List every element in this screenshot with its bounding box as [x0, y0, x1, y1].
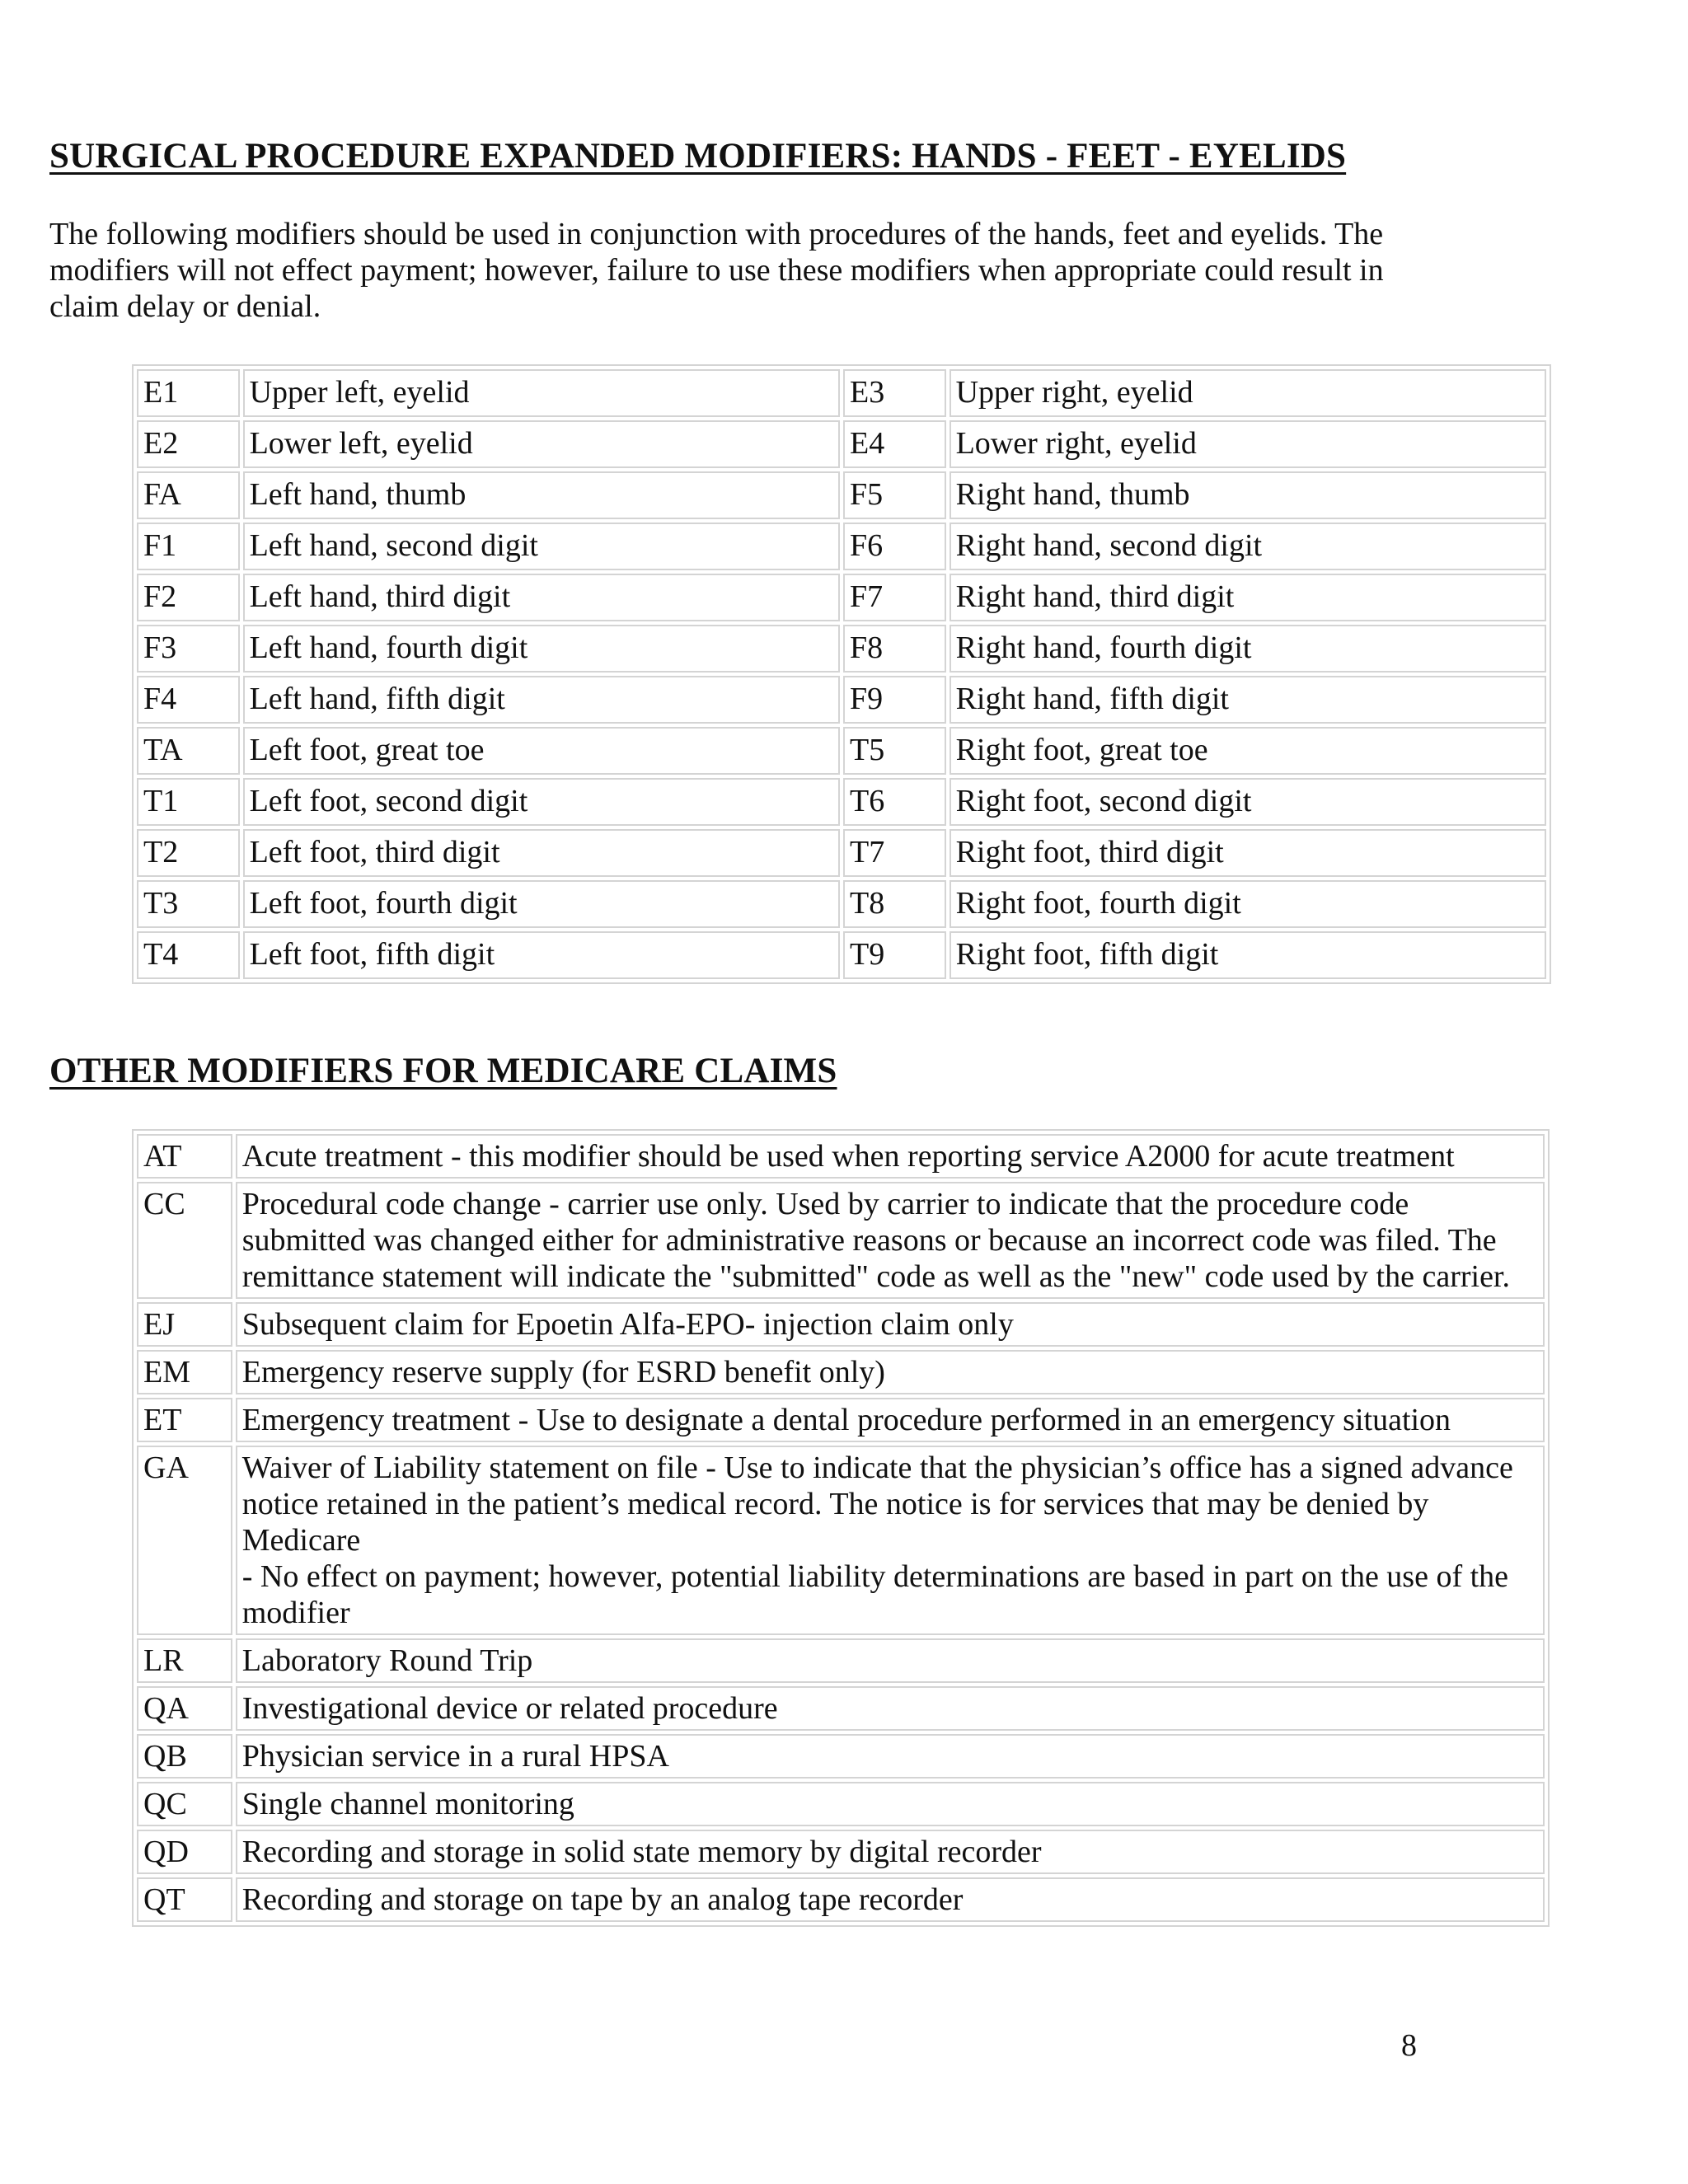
description-line: Emergency treatment - Use to designate a dental procedure performed in an emergency situation	[241, 1403, 1451, 1437]
hands-feet-eyelids-table	[132, 364, 1551, 984]
section-title-other-modifiers: OTHER MODIFIERS FOR MEDICARE CLAIMS	[49, 1052, 837, 1090]
description-line: Emergency reserve supply (for ESRD benefit only)	[241, 1355, 885, 1390]
table-row	[137, 1830, 1545, 1874]
modifier-code-cell: E1	[137, 369, 240, 417]
modifier-description-cell: Left hand, fourth digit	[243, 625, 840, 673]
modifier-description-cell	[236, 1877, 1545, 1922]
modifier-description-cell: Left hand, second digit	[243, 523, 840, 570]
modifier-description-cell: Left foot, fourth digit	[243, 880, 840, 928]
modifier-code-cell: QA	[137, 1686, 232, 1731]
modifier-code-cell: E4	[843, 420, 946, 468]
table-row	[137, 1302, 1545, 1347]
description-line: - No effect on payment; however, potential liability determinations are based in part on the use of the modifier	[241, 1559, 1509, 1630]
modifier-code-cell: T2	[137, 829, 240, 877]
modifier-code-cell: F8	[843, 625, 946, 673]
modifier-description-cell: Left foot, second digit	[243, 778, 840, 826]
modifier-description-cell: Upper left, eyelid	[243, 369, 840, 417]
table-row	[137, 778, 1546, 826]
table-row	[137, 931, 1546, 979]
modifier-code-cell: F5	[843, 471, 946, 519]
description-line: Laboratory Round Trip	[241, 1643, 533, 1678]
modifier-code-cell: T5	[843, 727, 946, 775]
modifier-code-cell: EJ	[137, 1302, 232, 1347]
modifier-description-cell	[236, 1782, 1545, 1826]
intro-paragraph: The following modifiers should be used in conjunction with procedures of the hands, feet and eyelids. The modifiers will not effect payment; however, failure to use these modifiers when appropriate could result in claim delay or denial.	[49, 217, 1384, 324]
modifier-code-cell: T1	[137, 778, 240, 826]
section-title-surgical-modifiers: SURGICAL PROCEDURE EXPANDED MODIFIERS: HANDS - FEET - EYELIDS	[49, 137, 1347, 176]
modifier-code-cell: E3	[843, 369, 946, 417]
modifier-description-cell	[236, 1638, 1545, 1683]
modifier-description-cell	[236, 1734, 1545, 1779]
description-line: Subsequent claim for Epoetin Alfa-EPO- injection claim only	[241, 1307, 1014, 1342]
modifier-description-cell: Lower left, eyelid	[243, 420, 840, 468]
modifier-description-cell: Right foot, great toe	[950, 727, 1546, 775]
modifier-code-cell: T9	[843, 931, 946, 979]
description-line: Waiver of Liability statement on file - Use to indicate that the physician’s office has a signed advance notice retained in the patient’s medical record. The notice is for services that may be denied by Medicare	[241, 1451, 1513, 1558]
modifier-code-cell: F4	[137, 676, 240, 724]
modifier-description-cell	[236, 1446, 1545, 1635]
modifier-description-cell: Left hand, thumb	[243, 471, 840, 519]
modifier-description-cell: Left foot, great toe	[243, 727, 840, 775]
modifier-description-cell: Right hand, thumb	[950, 471, 1546, 519]
modifier-code-cell: TA	[137, 727, 240, 775]
description-line: Recording and storage on tape by an analog tape recorder	[241, 1882, 964, 1917]
modifier-code-cell: F9	[843, 676, 946, 724]
modifier-description-cell	[236, 1182, 1545, 1299]
table-row	[137, 523, 1546, 570]
page-number: 8	[1401, 2028, 1417, 2063]
table-row	[137, 1877, 1545, 1922]
modifier-code-cell: LR	[137, 1638, 232, 1683]
modifier-description-cell: Left foot, third digit	[243, 829, 840, 877]
modifier-description-cell	[236, 1134, 1545, 1179]
table-row	[137, 1734, 1545, 1779]
modifier-description-cell: Right foot, third digit	[950, 829, 1546, 877]
modifier-code-cell: EM	[137, 1350, 232, 1394]
modifier-code-cell: T8	[843, 880, 946, 928]
modifier-code-cell: QT	[137, 1877, 232, 1922]
table-row	[137, 1638, 1545, 1683]
description-line: Single channel monitoring	[241, 1787, 574, 1821]
modifier-description-cell: Left foot, fifth digit	[243, 931, 840, 979]
table-row	[137, 1350, 1545, 1394]
modifier-description-cell: Left hand, third digit	[243, 574, 840, 621]
modifier-code-cell: FA	[137, 471, 240, 519]
modifier-code-cell: F6	[843, 523, 946, 570]
table-row	[137, 574, 1546, 621]
modifier-description-cell: Right hand, second digit	[950, 523, 1546, 570]
modifier-description-cell	[236, 1350, 1545, 1394]
modifier-code-cell: GA	[137, 1446, 232, 1635]
modifier-description-cell: Lower right, eyelid	[950, 420, 1546, 468]
modifier-code-cell: E2	[137, 420, 240, 468]
description-line: Procedural code change - carrier use only. Used by carrier to indicate that the procedure code submitted was changed either for administrative reasons or because an incorrect code was filed. The remittance statement will indicate the "submitted" code as well as the "new" code used by the carrier.	[241, 1187, 1510, 1294]
description-line: Acute treatment - this modifier should be used when reporting service A2000 for acute treatment	[241, 1139, 1455, 1174]
modifier-description-cell: Right hand, fourth digit	[950, 625, 1546, 673]
modifier-description-cell: Right hand, third digit	[950, 574, 1546, 621]
modifier-code-cell: QB	[137, 1734, 232, 1779]
table-row	[137, 1686, 1545, 1731]
table-row	[137, 1398, 1545, 1442]
modifier-code-cell: CC	[137, 1182, 232, 1299]
table-row	[137, 676, 1546, 724]
modifier-code-cell: ET	[137, 1398, 232, 1442]
other-modifiers-table	[132, 1129, 1550, 1927]
modifier-description-cell	[236, 1830, 1545, 1874]
table-row	[137, 727, 1546, 775]
modifier-code-cell: T7	[843, 829, 946, 877]
modifier-code-cell: QC	[137, 1782, 232, 1826]
table-row	[137, 471, 1546, 519]
modifier-description-cell	[236, 1302, 1545, 1347]
modifier-description-cell	[236, 1686, 1545, 1731]
modifier-description-cell	[236, 1398, 1545, 1442]
description-line: Investigational device or related procedure	[241, 1691, 778, 1726]
modifier-description-cell: Right foot, fourth digit	[950, 880, 1546, 928]
table-row	[137, 369, 1546, 417]
modifier-code-cell: T4	[137, 931, 240, 979]
modifier-description-cell: Right foot, fifth digit	[950, 931, 1546, 979]
modifier-code-cell: T6	[843, 778, 946, 826]
description-line: Physician service in a rural HPSA	[241, 1739, 669, 1774]
modifier-description-cell: Right foot, second digit	[950, 778, 1546, 826]
table-row	[137, 880, 1546, 928]
table-row	[137, 1182, 1545, 1299]
modifier-code-cell: F3	[137, 625, 240, 673]
table-row	[137, 625, 1546, 673]
table-row	[137, 829, 1546, 877]
modifier-description-cell: Right hand, fifth digit	[950, 676, 1546, 724]
modifier-code-cell: QD	[137, 1830, 232, 1874]
table-row	[137, 1134, 1545, 1179]
modifier-code-cell: T3	[137, 880, 240, 928]
modifier-code-cell: F7	[843, 574, 946, 621]
modifier-code-cell: AT	[137, 1134, 232, 1179]
table-row	[137, 1782, 1545, 1826]
table-row	[137, 1446, 1545, 1635]
modifier-description-cell: Upper right, eyelid	[950, 369, 1546, 417]
modifier-code-cell: F2	[137, 574, 240, 621]
description-line: Recording and storage in solid state memory by digital recorder	[241, 1835, 1042, 1869]
modifier-code-cell: F1	[137, 523, 240, 570]
table-row	[137, 420, 1546, 468]
modifier-description-cell: Left hand, fifth digit	[243, 676, 840, 724]
